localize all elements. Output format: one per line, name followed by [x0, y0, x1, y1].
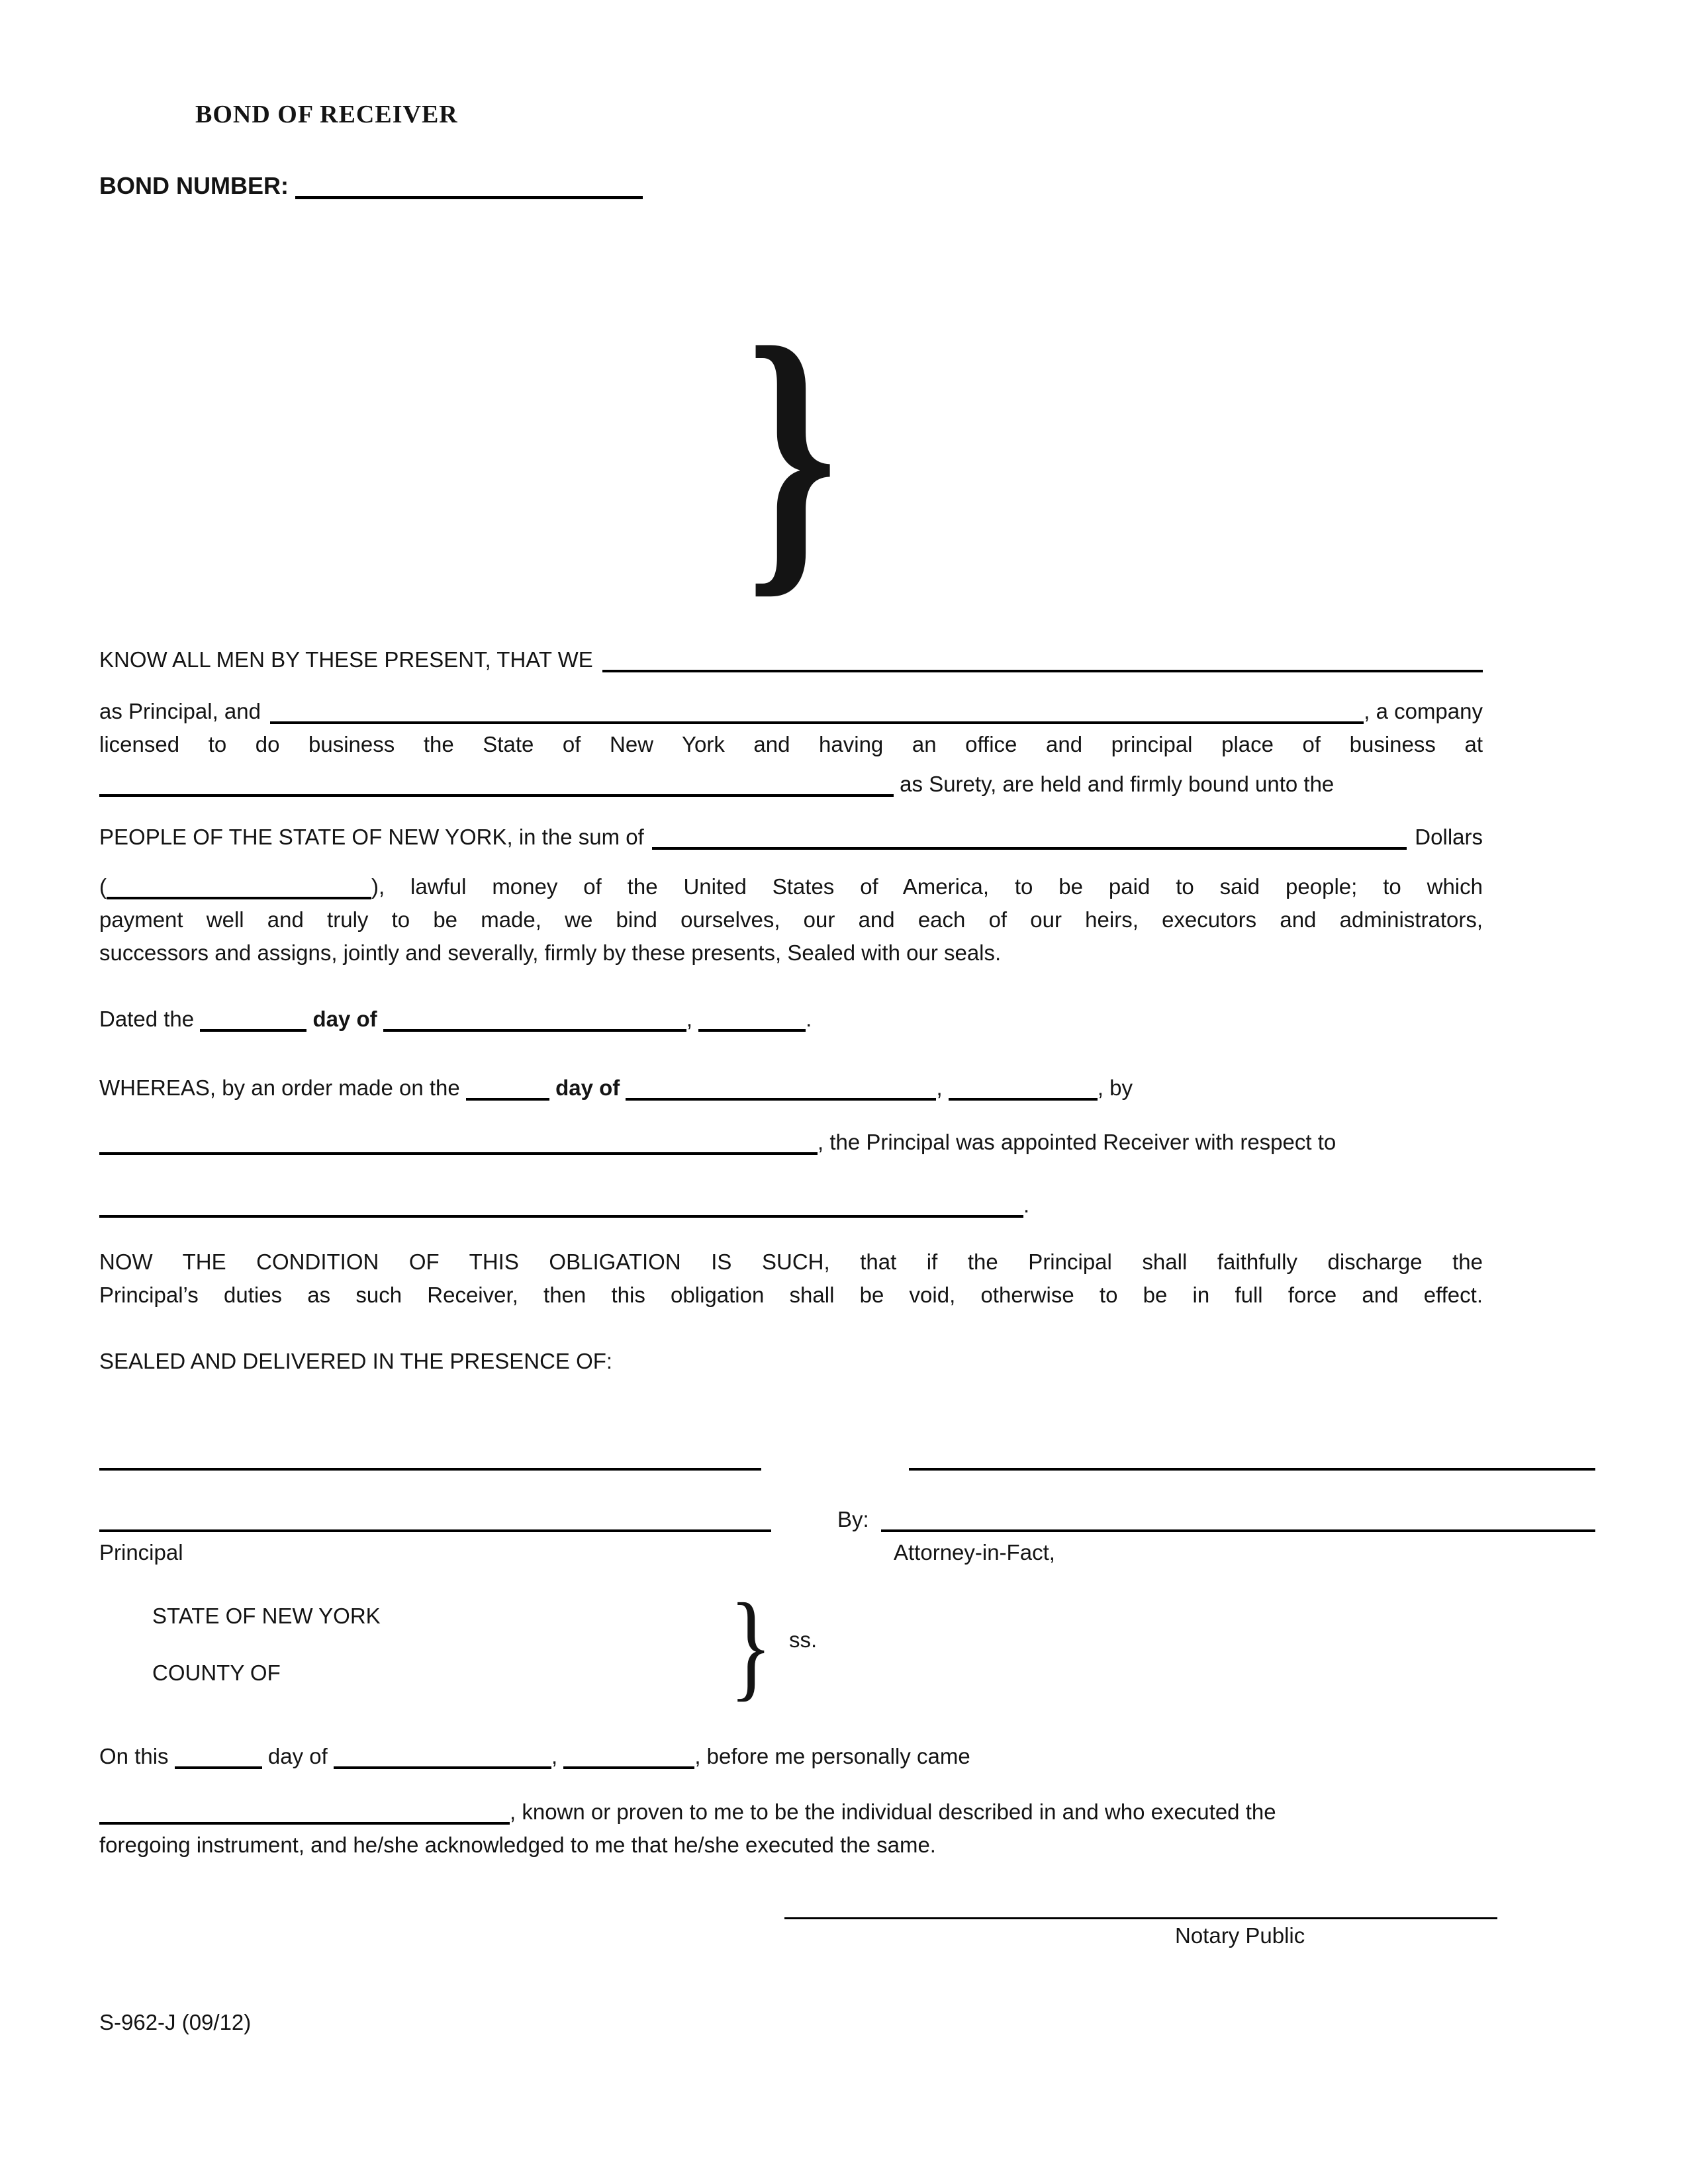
line-people: [99, 821, 1483, 854]
dated-period: .: [806, 1007, 812, 1031]
foregoing-text: foregoing instrument, and he/she acknowledged to me that he/she executed the same.: [99, 1833, 936, 1857]
order-month-blank[interactable]: [626, 1090, 936, 1101]
onthis-comma: ,: [551, 1744, 558, 1768]
bond-number-row: [99, 169, 1483, 203]
known-text: , known or proven to me to be the individual described in and who executed the: [510, 1799, 1276, 1824]
notary-public-label: Notary Public: [1175, 1923, 1305, 1948]
line-known: [99, 1796, 1483, 1829]
ack-day-blank[interactable]: [175, 1758, 262, 1769]
signature-section: [99, 1455, 1595, 1569]
dated-the-text: Dated the: [99, 1007, 195, 1031]
appointed-text: , the Principal was appointed Receiver with respect to: [818, 1130, 1336, 1154]
ack-month-blank[interactable]: [334, 1758, 551, 1769]
bond-number-blank[interactable]: [295, 188, 643, 199]
line-appointed: [99, 1126, 1483, 1159]
whereas-text: WHEREAS, by an order made on the: [99, 1075, 460, 1100]
line-whereas: [99, 1071, 1483, 1105]
line-foregoing: [99, 1829, 1483, 1862]
court-name-blank[interactable]: [99, 1144, 818, 1155]
line-sealed: [99, 1345, 1483, 1378]
line-licensed: [99, 728, 1483, 761]
on-this-text: On this: [99, 1744, 169, 1768]
line-condition-1: [99, 1246, 1483, 1279]
surety-text: as Surety, are held and firmly bound unto the: [900, 772, 1335, 796]
as-principal-text: as Principal, and: [99, 699, 261, 723]
lawful-text: ), lawful money of the United States of America, to be paid to said people; to which: [371, 874, 1483, 899]
by-label: By:: [837, 1507, 869, 1531]
paren-open-text: (: [99, 874, 107, 899]
witness-line-row: [99, 1455, 1595, 1465]
signature-labels-row: [99, 1536, 1595, 1569]
dated-year-blank[interactable]: [698, 1021, 806, 1032]
venue-brace-glyph: }: [729, 1578, 773, 1712]
principal-name-blank[interactable]: [602, 662, 1483, 672]
principal-by-row: [99, 1503, 1595, 1536]
sealed-text: SEALED AND DELIVERED IN THE PRESENCE OF:: [99, 1349, 613, 1373]
line-surety: [99, 768, 1483, 801]
dated-day-blank[interactable]: [200, 1021, 306, 1032]
know-all-text: KNOW ALL MEN BY THESE PRESENT, THAT WE: [99, 647, 593, 672]
ack-year-blank[interactable]: [563, 1758, 694, 1769]
condition-text-1: NOW THE CONDITION OF THIS OBLIGATION IS SUCH, that if the Principal shall faithfully discharge the: [99, 1250, 1483, 1274]
bond-number-label: BOND NUMBER:: [99, 172, 289, 199]
attorney-signature-blank[interactable]: [881, 1522, 1595, 1532]
notary-signature-blank[interactable]: [784, 1909, 1497, 1919]
order-day-blank[interactable]: [466, 1090, 549, 1101]
form-number: S-962-J (09/12): [99, 2010, 252, 2034]
surety-company-blank[interactable]: [270, 713, 1364, 724]
successors-text: successors and assigns, jointly and severally, firmly by these presents, Sealed with our seals.: [99, 940, 1002, 965]
line-condition-2: [99, 1279, 1483, 1312]
notary-block: [784, 1909, 1497, 1952]
principal-label: Principal: [99, 1540, 183, 1565]
line-know-all: [99, 643, 1483, 676]
sum-figures-blank[interactable]: [107, 889, 371, 899]
order-year-blank[interactable]: [949, 1090, 1098, 1101]
whereas-by-text: , by: [1097, 1075, 1133, 1100]
ack-person-name-blank[interactable]: [99, 1814, 510, 1825]
sum-words-blank[interactable]: [652, 839, 1407, 850]
people-text: PEOPLE OF THE STATE OF NEW YORK, in the sum of: [99, 825, 644, 849]
line-as-principal: [99, 695, 1483, 728]
condition-text-2: Principal’s duties as such Receiver, then this obligation shall be void, otherwise to be in full force and effect.: [99, 1283, 1483, 1307]
venue-block: [99, 1578, 1483, 1712]
payment-text: payment well and truly to be made, we bind ourselves, our and each of our heirs, executors and administrators,: [99, 907, 1483, 932]
dated-month-blank[interactable]: [383, 1021, 686, 1032]
business-address-blank[interactable]: [99, 786, 894, 797]
line-respect-to: [99, 1189, 1483, 1222]
receivership-subject-blank[interactable]: [99, 1207, 1023, 1218]
ss-label: ss.: [789, 1627, 818, 1652]
line-payment: [99, 903, 1483, 936]
witness-signature-blank-right[interactable]: [909, 1460, 1595, 1471]
dated-day-of-text: day of: [312, 1007, 377, 1031]
witness-signature-blank-left[interactable]: [99, 1460, 761, 1471]
line-on-this: [99, 1740, 1483, 1773]
whereas-day-of-text: day of: [555, 1075, 620, 1100]
line-dated: [99, 1003, 1483, 1036]
form-title: BOND OF RECEIVER: [195, 101, 458, 128]
line-successors: [99, 936, 1483, 970]
line-lawful-money: [99, 870, 1483, 903]
a-company-text: , a company: [1364, 699, 1483, 723]
licensed-text: licensed to do business the State of New York and having an office and principal place of business at: [99, 732, 1483, 756]
before-text: , before me personally came: [694, 1744, 970, 1768]
attorney-in-fact-label: Attorney-in-Fact,: [894, 1540, 1055, 1565]
principal-signature-blank[interactable]: [99, 1522, 771, 1532]
county-line: COUNTY OF: [152, 1661, 281, 1685]
large-brace-glyph: }: [747, 286, 837, 623]
respect-period: .: [1023, 1193, 1030, 1217]
dollars-text: Dollars: [1415, 825, 1483, 849]
whereas-comma: ,: [936, 1075, 943, 1100]
dated-comma: ,: [686, 1007, 692, 1031]
state-line: STATE OF NEW YORK: [152, 1604, 381, 1628]
on-this-day-of-text: day of: [267, 1744, 328, 1768]
